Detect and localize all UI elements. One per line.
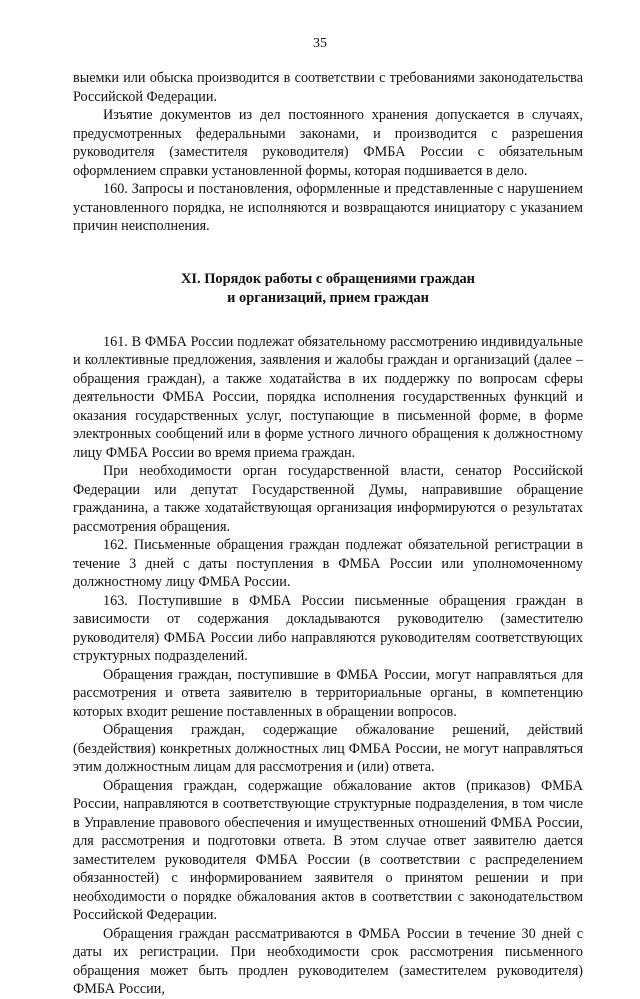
paragraph-territorial-bodies: Обращения граждан, поступившие в ФМБА России, могут направляться для рассмотрения и ответа заявителю в территориальные органы, в компетенцию которых входит решение поставленных в обращении вопросов.: [73, 666, 583, 720]
page-number: 35: [313, 36, 327, 51]
paragraph-complaints-officials: Обращения граждан, содержащие обжалование решений, действий (бездействия) конкретных должностных лиц ФМБА России, не могут направляться этим должностным лицам для рассмотрения и (или) ответа.: [73, 722, 583, 775]
paragraph-162: 162. Письменные обращения граждан подлежат обязательной регистрации в течение 3 дней с даты поступления в ФМБА России или уполномоченному должностному лицу ФМБА России.: [73, 537, 583, 590]
page-content: [73, 69, 583, 999]
paragraph-161: 161. В ФМБА России подлежат обязательному рассмотрению индивидуальные и коллективные предложения, заявления и жалобы граждан и организаций (далее – обращения граждан), а также ходатайства в их поддержку по вопросам сферы деятельности ФМБА России, порядка исполнения государственных функций и оказания государственных услуг, поступающие в письменной форме, в форме электронных сообщений или в форме устного личного обращения к должностному лицу ФМБА России во время приема граждан.: [73, 333, 583, 461]
section-heading-line2: и организаций, прием граждан: [227, 289, 429, 306]
paragraph-complaints-acts: Обращения граждан, содержащие обжалование актов (приказов) ФМБА России, направляются в соответствующие структурные подразделения, в том числе в Управление правового обеспечения и имущественных отношений ФМБА России, для рассмотрения и подготовки ответа. В этом случае ответ заявителю дается заместителем руководителя ФМБА России (в соответствии с распределением обязанностей) с информированием заявителя о принятом решении и при необходимости о порядке обжалования актов в соответствии с законодательством Российской Федерации.: [73, 777, 583, 923]
section-heading-line1: XI. Порядок работы с обращениями граждан: [181, 270, 475, 287]
section-heading: [73, 270, 583, 308]
paragraph-continuation: выемки или обыска производится в соответствии с требованиями законодательства Российской Федерации.: [73, 70, 583, 105]
paragraph-document-seizure: Изъятие документов из дел постоянного хранения допускается в случаях, предусмотренных федеральными законами, и производится с разрешения руководителя (заместителя руководителя) ФМБА России с обязательным оформлением справки установленной формы, которая подшивается в дело.: [73, 107, 583, 179]
paragraph-review-period: Обращения граждан рассматриваются в ФМБА России в течение 30 дней с даты их регистрации. При необходимости срок рассмотрения письменного обращения может быть продлен руководителем (заместителем руководителя) ФМБА России,: [73, 925, 583, 997]
paragraph-163: 163. Поступившие в ФМБА России письменные обращения граждан в зависимости от содержания докладываются руководителю (заместителю руководителя) ФМБА России либо направляются руководителям соответствующих структурных подразделений.: [73, 592, 583, 664]
paragraph-160: 160. Запросы и постановления, оформленные и представленные с нарушением установленного порядка, не исполняются и возвращаются инициатору с указанием причин неисполнения.: [73, 181, 583, 234]
paragraph-161-informing: При необходимости орган государственной власти, сенатор Российской Федерации или депутат Государственной Думы, направившие обращение гражданина, а также ходатайствующая организация информируются о результатах рассмотрения обращения.: [73, 463, 583, 535]
